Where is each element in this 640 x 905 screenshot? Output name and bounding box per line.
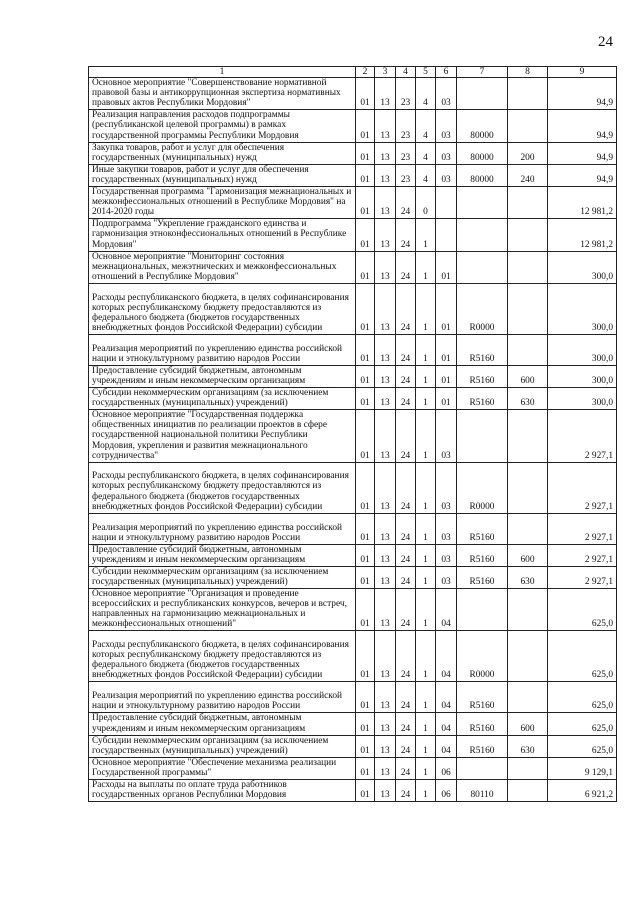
- measure-code-cell: 01: [436, 283, 457, 334]
- row-name-cell: Субсидии некоммерческим организациям (за исключением государственных (муниципальных) учреждений): [89, 388, 356, 410]
- expense-type-cell: 600: [508, 544, 548, 566]
- subsection-code-cell: 13: [375, 631, 396, 682]
- subprogram-code-cell: 1: [416, 589, 436, 631]
- header-cell: 1: [89, 67, 356, 78]
- program-code-cell: 24: [396, 388, 416, 410]
- subprogram-code-cell: 1: [416, 410, 436, 462]
- subsection-code-cell: 13: [375, 334, 396, 365]
- section-code-cell: 01: [356, 713, 375, 735]
- row-name-cell: Расходы республиканского бюджета, в целях софинансирования которых республиканскому бюджету предоставляются из федерального бюджета (бюджетов государственных внебюджетных фондов Российской Федерации) субсидии: [89, 283, 356, 334]
- program-code-cell: 24: [396, 735, 416, 757]
- program-code-cell: 24: [396, 513, 416, 544]
- subsection-code-cell: 13: [375, 682, 396, 713]
- expense-type-cell: 600: [508, 365, 548, 387]
- direction-code-cell: [457, 251, 508, 283]
- measure-code-cell: 06: [436, 780, 457, 802]
- table-row: [89, 410, 617, 462]
- subsection-code-cell: 13: [375, 388, 396, 410]
- table-row: [89, 735, 617, 757]
- direction-code-cell: R5160: [457, 388, 508, 410]
- subprogram-code-cell: 1: [416, 682, 436, 713]
- direction-code-cell: R5160: [457, 544, 508, 566]
- row-name-cell: Основное мероприятие "Государственная поддержка общественных инициатив по реализации проектов в сфере государственной национальной политики Республики Мордовия, укрепления и развития межнационального сотрудничества": [89, 410, 356, 462]
- subprogram-code-cell: 1: [416, 365, 436, 387]
- subsection-code-cell: 13: [375, 365, 396, 387]
- section-code-cell: 01: [356, 388, 375, 410]
- subprogram-code-cell: 1: [416, 513, 436, 544]
- row-name-cell: Реализация мероприятий по укреплению единства российской нации и этнокультурному развитию народов России: [89, 682, 356, 713]
- subsection-code-cell: 13: [375, 283, 396, 334]
- measure-code-cell: 01: [436, 365, 457, 387]
- measure-code-cell: 03: [436, 566, 457, 588]
- section-code-cell: 01: [356, 164, 375, 186]
- expense-type-cell: 200: [508, 142, 548, 164]
- table-row: [89, 365, 617, 387]
- program-code-cell: 24: [396, 365, 416, 387]
- amount-cell: 94,9: [548, 142, 617, 164]
- direction-code-cell: R0000: [457, 283, 508, 334]
- expense-type-cell: 630: [508, 388, 548, 410]
- program-code-cell: 24: [396, 187, 416, 219]
- section-code-cell: 01: [356, 334, 375, 365]
- table-row: [89, 544, 617, 566]
- amount-cell: 625,0: [548, 735, 617, 757]
- measure-code-cell: 04: [436, 713, 457, 735]
- table-row: [89, 164, 617, 186]
- section-code-cell: 01: [356, 219, 375, 251]
- section-code-cell: 01: [356, 682, 375, 713]
- row-name-cell: Основное мероприятие "Совершенствование нормативной правовой базы и антикоррупционная экспертиза нормативных правовых актов Республики Мордовия": [89, 78, 356, 110]
- row-name-cell: Расходы на выплаты по оплате труда работников государственных органов Республики Мордовия: [89, 780, 356, 802]
- program-code-cell: 24: [396, 713, 416, 735]
- section-code-cell: 01: [356, 566, 375, 588]
- subsection-code-cell: 13: [375, 110, 396, 142]
- expense-type-cell: [508, 780, 548, 802]
- amount-cell: 625,0: [548, 589, 617, 631]
- measure-code-cell: 03: [436, 110, 457, 142]
- subprogram-code-cell: 1: [416, 735, 436, 757]
- row-name-cell: Субсидии некоммерческим организациям (за исключением государственных (муниципальных) учреждений): [89, 566, 356, 588]
- subsection-code-cell: 13: [375, 780, 396, 802]
- header-cell: 2: [356, 67, 375, 78]
- subprogram-code-cell: 4: [416, 110, 436, 142]
- row-name-cell: Закупка товаров, работ и услуг для обеспечения государственных (муниципальных) нужд: [89, 142, 356, 164]
- expense-type-cell: 630: [508, 735, 548, 757]
- measure-code-cell: 01: [436, 251, 457, 283]
- section-code-cell: 01: [356, 110, 375, 142]
- amount-cell: 94,9: [548, 78, 617, 110]
- measure-code-cell: 03: [436, 462, 457, 513]
- amount-cell: 12 981,2: [548, 187, 617, 219]
- expense-type-cell: 240: [508, 164, 548, 186]
- amount-cell: 2 927,1: [548, 410, 617, 462]
- subprogram-code-cell: 1: [416, 713, 436, 735]
- table-row: [89, 110, 617, 142]
- direction-code-cell: R5160: [457, 735, 508, 757]
- section-code-cell: 01: [356, 544, 375, 566]
- program-code-cell: 24: [396, 631, 416, 682]
- subsection-code-cell: 13: [375, 544, 396, 566]
- subprogram-code-cell: 4: [416, 142, 436, 164]
- direction-code-cell: 80000: [457, 110, 508, 142]
- direction-code-cell: R5160: [457, 713, 508, 735]
- subsection-code-cell: 13: [375, 513, 396, 544]
- table-row: [89, 78, 617, 110]
- header-cell: 5: [416, 67, 436, 78]
- row-name-cell: Основное мероприятие "Обеспечение механизма реализации Государственной программы": [89, 757, 356, 779]
- subprogram-code-cell: 1: [416, 283, 436, 334]
- program-code-cell: 24: [396, 410, 416, 462]
- amount-cell: 6 921,2: [548, 780, 617, 802]
- program-code-cell: 24: [396, 757, 416, 779]
- direction-code-cell: R5160: [457, 334, 508, 365]
- direction-code-cell: R5160: [457, 513, 508, 544]
- subsection-code-cell: 13: [375, 164, 396, 186]
- header-cell: 4: [396, 67, 416, 78]
- header-cell: 6: [436, 67, 457, 78]
- amount-cell: 300,0: [548, 365, 617, 387]
- measure-code-cell: 03: [436, 513, 457, 544]
- subsection-code-cell: 13: [375, 589, 396, 631]
- subprogram-code-cell: 1: [416, 219, 436, 251]
- expense-type-cell: [508, 251, 548, 283]
- section-code-cell: 01: [356, 462, 375, 513]
- measure-code-cell: 03: [436, 142, 457, 164]
- subprogram-code-cell: 1: [416, 780, 436, 802]
- amount-cell: 300,0: [548, 388, 617, 410]
- direction-code-cell: [457, 219, 508, 251]
- subsection-code-cell: 13: [375, 219, 396, 251]
- table-row: [89, 713, 617, 735]
- direction-code-cell: 80000: [457, 142, 508, 164]
- section-code-cell: 01: [356, 410, 375, 462]
- program-code-cell: 23: [396, 110, 416, 142]
- subprogram-code-cell: 1: [416, 251, 436, 283]
- direction-code-cell: R5160: [457, 365, 508, 387]
- amount-cell: 94,9: [548, 110, 617, 142]
- subprogram-code-cell: 0: [416, 187, 436, 219]
- subsection-code-cell: 13: [375, 462, 396, 513]
- subsection-code-cell: 13: [375, 251, 396, 283]
- subsection-code-cell: 13: [375, 713, 396, 735]
- expense-type-cell: [508, 513, 548, 544]
- subprogram-code-cell: 4: [416, 164, 436, 186]
- measure-code-cell: 03: [436, 78, 457, 110]
- subsection-code-cell: 13: [375, 78, 396, 110]
- header-cell: 8: [508, 67, 548, 78]
- amount-cell: 300,0: [548, 334, 617, 365]
- subsection-code-cell: 13: [375, 187, 396, 219]
- expense-type-cell: [508, 410, 548, 462]
- program-code-cell: 24: [396, 566, 416, 588]
- header-cell: 9: [548, 67, 617, 78]
- section-code-cell: 01: [356, 365, 375, 387]
- program-code-cell: 24: [396, 544, 416, 566]
- table-row: [89, 780, 617, 802]
- amount-cell: 94,9: [548, 164, 617, 186]
- section-code-cell: 01: [356, 251, 375, 283]
- expense-type-cell: [508, 283, 548, 334]
- row-name-cell: Реализация мероприятий по укреплению единства российской нации и этнокультурному развитию народов России: [89, 334, 356, 365]
- section-code-cell: 01: [356, 735, 375, 757]
- row-name-cell: Подпрограмма "Укрепление гражданского единства и гармонизация этноконфессиональных отношений в Республике Мордовия": [89, 219, 356, 251]
- program-code-cell: 23: [396, 142, 416, 164]
- subprogram-code-cell: 4: [416, 78, 436, 110]
- measure-code-cell: 03: [436, 410, 457, 462]
- expense-type-cell: [508, 589, 548, 631]
- program-code-cell: 24: [396, 251, 416, 283]
- table-row: [89, 631, 617, 682]
- header-cell: 7: [457, 67, 508, 78]
- row-name-cell: Расходы республиканского бюджета, в целях софинансирования которых республиканскому бюджету предоставляются из федерального бюджета (бюджетов государственных внебюджетных фондов Российской Федерации) субсидии: [89, 462, 356, 513]
- measure-code-cell: 01: [436, 388, 457, 410]
- subsection-code-cell: 13: [375, 757, 396, 779]
- section-code-cell: 01: [356, 589, 375, 631]
- row-name-cell: Субсидии некоммерческим организациям (за исключением государственных (муниципальных) учреждений): [89, 735, 356, 757]
- direction-code-cell: R5160: [457, 566, 508, 588]
- expense-type-cell: [508, 682, 548, 713]
- amount-cell: 2 927,1: [548, 544, 617, 566]
- table-row: [89, 757, 617, 779]
- table-row: [89, 219, 617, 251]
- amount-cell: 2 927,1: [548, 462, 617, 513]
- table-body: [89, 78, 617, 802]
- expense-type-cell: [508, 78, 548, 110]
- measure-code-cell: [436, 219, 457, 251]
- expense-type-cell: [508, 187, 548, 219]
- row-name-cell: Расходы республиканского бюджета, в целях софинансирования которых республиканскому бюджету предоставляются из федерального бюджета (бюджетов государственных внебюджетных фондов Российской Федерации) субсидии: [89, 631, 356, 682]
- subprogram-code-cell: 1: [416, 566, 436, 588]
- table-row: [89, 513, 617, 544]
- expense-type-cell: [508, 110, 548, 142]
- table-row: [89, 187, 617, 219]
- row-name-cell: Основное мероприятие "Организация и проведение всероссийских и республиканских конкурсов, вечеров и встреч, направленных на гармонизацию межнациональных и межконфессиональных отношений": [89, 589, 356, 631]
- measure-code-cell: 04: [436, 735, 457, 757]
- table-row: [89, 462, 617, 513]
- program-code-cell: 24: [396, 283, 416, 334]
- table-row: [89, 142, 617, 164]
- program-code-cell: 24: [396, 682, 416, 713]
- section-code-cell: 01: [356, 631, 375, 682]
- measure-code-cell: 03: [436, 164, 457, 186]
- subprogram-code-cell: 1: [416, 388, 436, 410]
- budget-table: [88, 66, 617, 802]
- table-row: [89, 589, 617, 631]
- measure-code-cell: 04: [436, 682, 457, 713]
- subprogram-code-cell: 1: [416, 544, 436, 566]
- expense-type-cell: 630: [508, 566, 548, 588]
- measure-code-cell: 01: [436, 334, 457, 365]
- section-code-cell: 01: [356, 780, 375, 802]
- direction-code-cell: [457, 589, 508, 631]
- direction-code-cell: [457, 410, 508, 462]
- row-name-cell: Государственная программа "Гармонизация межнациональных и межконфессиональных отношений в Республике Мордовия" на 2014-2020 годы: [89, 187, 356, 219]
- expense-type-cell: [508, 462, 548, 513]
- amount-cell: 2 927,1: [548, 566, 617, 588]
- row-name-cell: Реализация мероприятий по укреплению единства российской нации и этнокультурному развитию народов России: [89, 513, 356, 544]
- amount-cell: 300,0: [548, 251, 617, 283]
- program-code-cell: 24: [396, 589, 416, 631]
- direction-code-cell: 80000: [457, 164, 508, 186]
- direction-code-cell: R0000: [457, 631, 508, 682]
- row-name-cell: Предоставление субсидий бюджетным, автономным учреждениям и иным некоммерческим организациям: [89, 544, 356, 566]
- subsection-code-cell: 13: [375, 142, 396, 164]
- measure-code-cell: 03: [436, 544, 457, 566]
- subsection-code-cell: 13: [375, 410, 396, 462]
- program-code-cell: 23: [396, 164, 416, 186]
- amount-cell: 9 129,1: [548, 757, 617, 779]
- subprogram-code-cell: 1: [416, 631, 436, 682]
- row-name-cell: Реализация направления расходов подпрограммы (республиканской целевой программы) в рамках государственной программы Республики Мордовия: [89, 110, 356, 142]
- expense-type-cell: [508, 631, 548, 682]
- program-code-cell: 23: [396, 78, 416, 110]
- table-row: [89, 682, 617, 713]
- section-code-cell: 01: [356, 757, 375, 779]
- amount-cell: 625,0: [548, 682, 617, 713]
- table-row: [89, 388, 617, 410]
- table-row: [89, 334, 617, 365]
- measure-code-cell: [436, 187, 457, 219]
- subsection-code-cell: 13: [375, 566, 396, 588]
- row-name-cell: Иные закупки товаров, работ и услуг для обеспечения государственных (муниципальных) нужд: [89, 164, 356, 186]
- amount-cell: 300,0: [548, 283, 617, 334]
- row-name-cell: Предоставление субсидий бюджетным, автономным учреждениям и иным некоммерческим организациям: [89, 365, 356, 387]
- subprogram-code-cell: 1: [416, 334, 436, 365]
- header-cell: 3: [375, 67, 396, 78]
- table-row: [89, 251, 617, 283]
- table-row: [89, 566, 617, 588]
- section-code-cell: 01: [356, 283, 375, 334]
- program-code-cell: 24: [396, 334, 416, 365]
- program-code-cell: 24: [396, 219, 416, 251]
- program-code-cell: 24: [396, 780, 416, 802]
- table-header-row: [89, 67, 617, 78]
- table-row: [89, 283, 617, 334]
- section-code-cell: 01: [356, 142, 375, 164]
- expense-type-cell: [508, 334, 548, 365]
- subprogram-code-cell: 1: [416, 757, 436, 779]
- direction-code-cell: [457, 757, 508, 779]
- row-name-cell: Основное мероприятие "Мониторинг состояния межнациональных, межэтнических и межконфессиональных отношений в Республике Мордовия": [89, 251, 356, 283]
- section-code-cell: 01: [356, 187, 375, 219]
- subsection-code-cell: 13: [375, 735, 396, 757]
- direction-code-cell: 80110: [457, 780, 508, 802]
- subprogram-code-cell: 1: [416, 462, 436, 513]
- expense-type-cell: [508, 219, 548, 251]
- direction-code-cell: R5160: [457, 682, 508, 713]
- program-code-cell: 24: [396, 462, 416, 513]
- amount-cell: 625,0: [548, 631, 617, 682]
- direction-code-cell: R0000: [457, 462, 508, 513]
- section-code-cell: 01: [356, 513, 375, 544]
- expense-type-cell: [508, 757, 548, 779]
- amount-cell: 625,0: [548, 713, 617, 735]
- measure-code-cell: 06: [436, 757, 457, 779]
- expense-type-cell: 600: [508, 713, 548, 735]
- row-name-cell: Предоставление субсидий бюджетным, автономным учреждениям и иным некоммерческим организациям: [89, 713, 356, 735]
- amount-cell: 12 981,2: [548, 219, 617, 251]
- measure-code-cell: 04: [436, 631, 457, 682]
- direction-code-cell: [457, 187, 508, 219]
- measure-code-cell: 04: [436, 589, 457, 631]
- direction-code-cell: [457, 78, 508, 110]
- amount-cell: 2 927,1: [548, 513, 617, 544]
- page-number: 24: [598, 34, 613, 50]
- section-code-cell: 01: [356, 78, 375, 110]
